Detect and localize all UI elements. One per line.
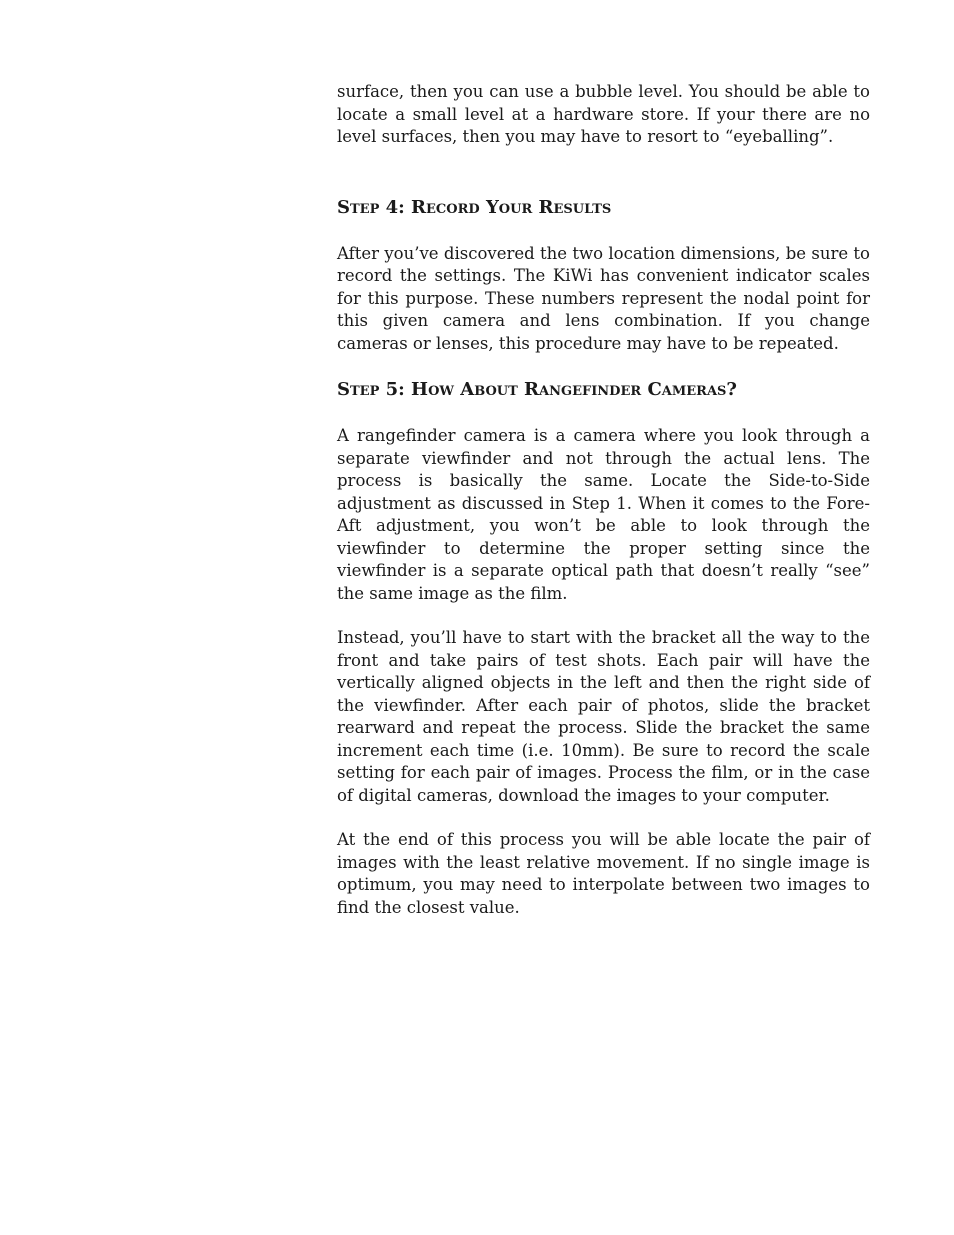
step5-paragraph-1: A rangefinder camera is a camera where you look through a separate viewfinder and not through the actual lens. The process is basically the same. Locate the Side-to-Side adjustment as discussed in Step 1. When it comes to the Fore-Aft adjustment, you won’t be able to look through the viewfinder to determine the proper setting since the viewfinder is a separate optical path that doesn’t really “see” the same image as the film. bbox=[337, 426, 870, 603]
document-page bbox=[337, 81, 870, 919]
step5-paragraph-2: Instead, you’ll have to start with the bracket all the way to the front and take pairs of test shots. Each pair will have the vertically aligned objects in the left and then the right side of the viewfinder. After each pair of photos, slide the bracket rearward and repeat the process. Slide the bracket the same increment each time (i.e. 10mm). Be sure to record the scale setting for each pair of images. Process the film, or in the case of digital cameras, download the images to your computer. bbox=[337, 628, 870, 805]
intro-paragraph: surface, then you can use a bubble level. You should be able to locate a small level at a hardware store. If your there are no level surfaces, then you may have to resort to “eyeballing”. bbox=[337, 82, 870, 146]
step5-paragraph-3: At the end of this process you will be able locate the pair of images with the least relative movement. If no single image is optimum, you may need to interpolate between two images to find the closest value. bbox=[337, 830, 870, 917]
step5-heading: Step 5: How About Rangefinder Cameras? bbox=[337, 379, 737, 400]
step4-heading: Step 4: Record Your Results bbox=[337, 196, 612, 218]
step4-paragraph-1: After you’ve discovered the two location dimensions, be sure to record the settings. The KiWi has convenient indicator scales for this purpose. These numbers represent the nodal point for this given camera and lens combination. If you change cameras or lenses, this procedure may have to be repeated. bbox=[337, 243, 870, 353]
